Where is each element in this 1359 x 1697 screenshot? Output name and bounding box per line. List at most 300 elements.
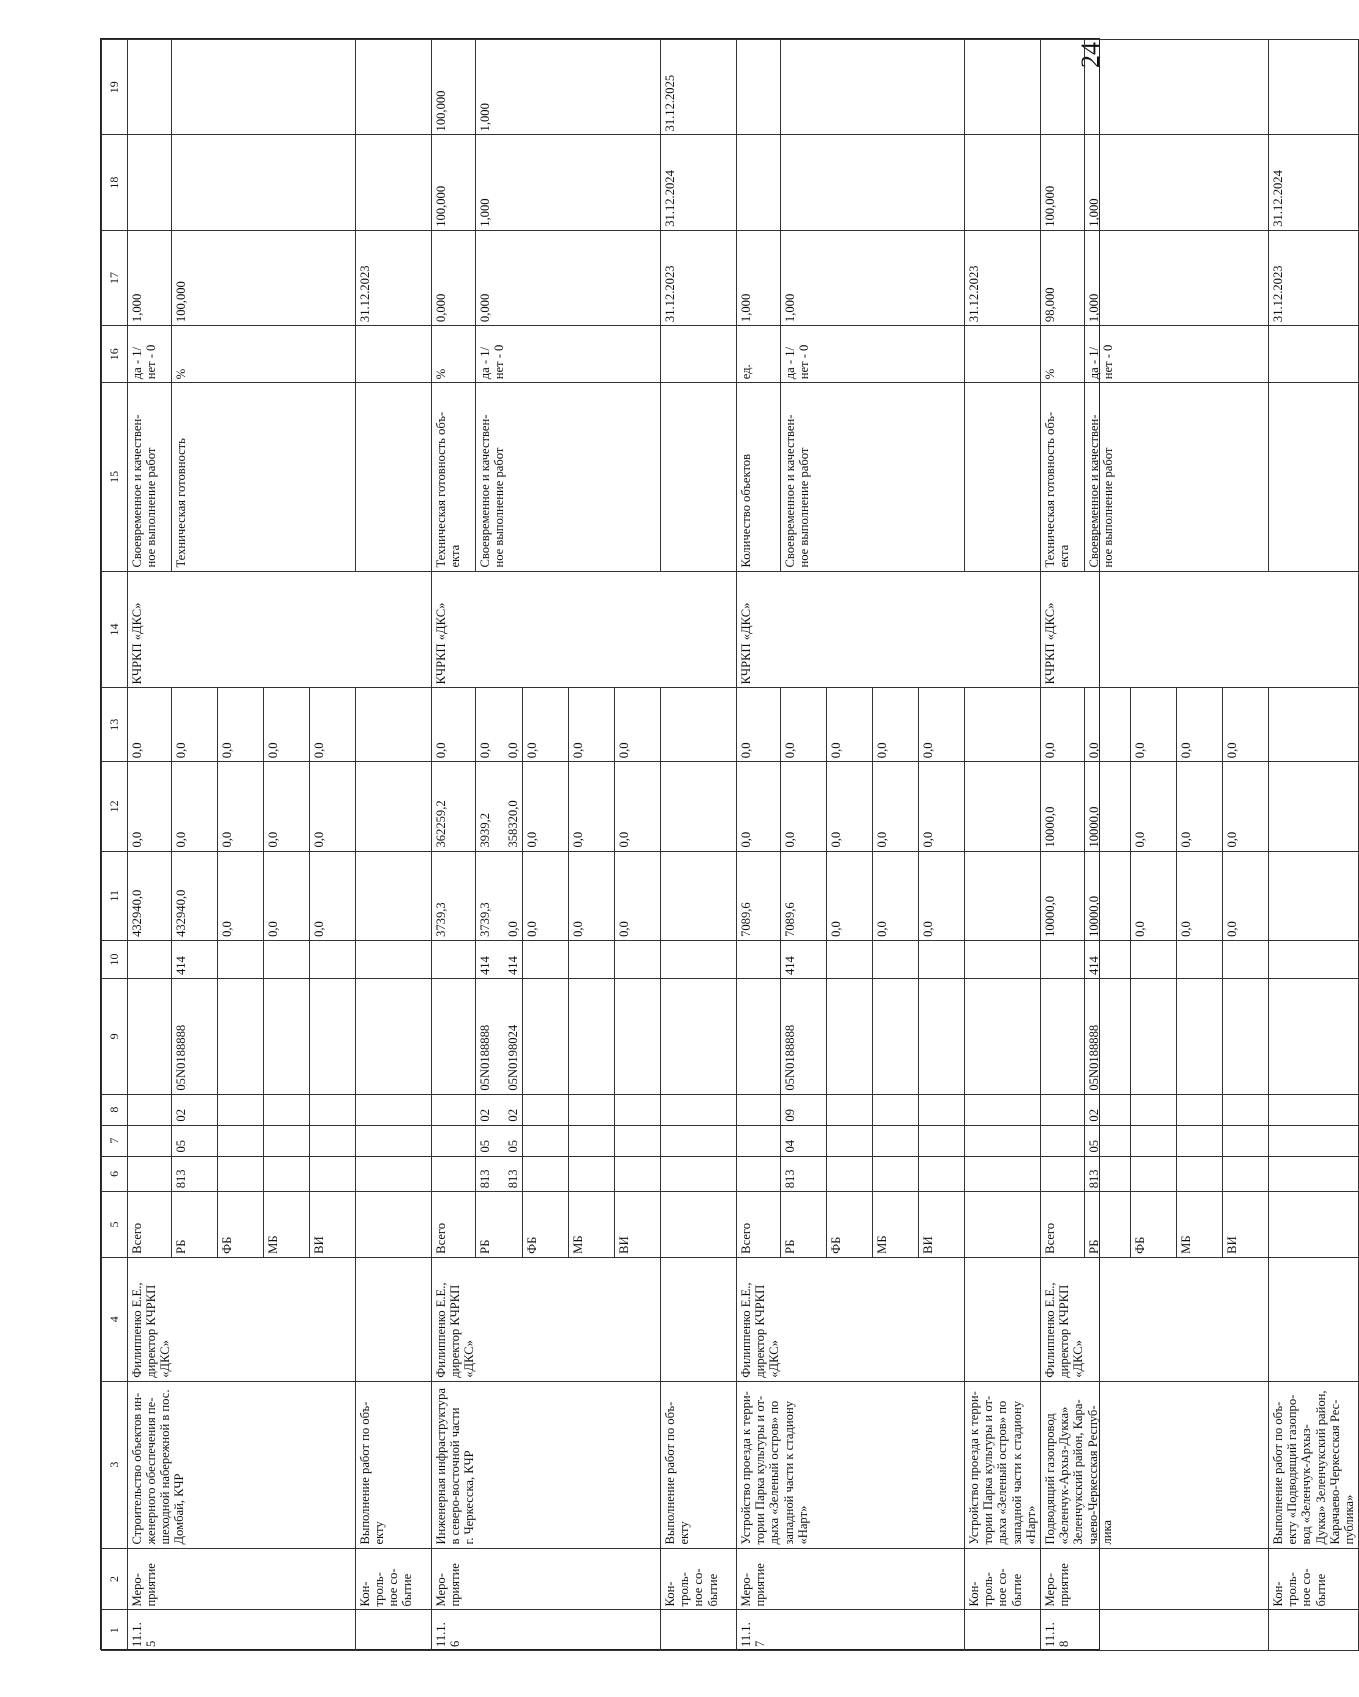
table-cell: Своевременное и качествен- ное выполнение работ [1085,383,1269,571]
table-cell: 0,0 [569,688,615,762]
table-cell [523,1094,569,1125]
table-cell [310,979,356,1095]
table-cell: РБ [476,1192,523,1258]
table-cell: 0,0 [172,688,218,762]
table-cell: 3739,3 0,0 [476,851,523,940]
table-cell [569,1094,615,1125]
table-cell [615,979,661,1095]
table-cell: 0,0 [569,851,615,940]
table-cell [1041,40,1085,135]
table-cell: 10000,0 [1041,851,1085,940]
table-cell: Техническая готовность объ- екта [1041,383,1085,571]
table-cell: 0,0 [737,762,781,851]
table-cell: 0,0 [1177,688,1223,762]
table-cell: 0,0 [1041,688,1085,762]
document-sheet [100,38,1356,1650]
program-table [101,39,1359,1651]
table-cell: да - 1/ нет - 0 [476,326,661,383]
table-cell: 414 414 [476,940,523,978]
table-cell: 11.1. 7 [737,1610,965,1651]
table-cell [356,1094,432,1125]
table-cell [1131,1125,1177,1156]
table-cell [827,1094,873,1125]
table-cell: 0,0 [218,762,264,851]
column-number: 11 [102,851,128,940]
table-cell [781,135,965,230]
table-cell: Филиппенко Е.Е., директор КЧРКП «ДКС» [1041,1257,1269,1381]
table-cell [737,135,781,230]
column-number: 14 [102,571,128,688]
table-cell [965,326,1041,383]
table-cell: Выполнение работ по объ- екту [356,1381,432,1548]
column-number: 10 [102,940,128,978]
table-cell: 0,0 [128,688,172,762]
table-row [1041,40,1085,1651]
table-cell: РБ [172,1192,218,1258]
table-cell [523,1125,569,1156]
table-cell [523,940,569,978]
column-number: 5 [102,1192,128,1258]
table-cell: % [172,326,356,383]
table-cell [1085,40,1269,135]
table-cell: 100,000 [172,230,356,325]
table-cell: 10000,0 [1085,762,1131,851]
table-cell: 05 [1085,1125,1131,1156]
table-cell [737,1094,781,1125]
table-cell: 05 05 [476,1125,523,1156]
table-cell [356,940,432,978]
table-cell: Меро- приятие [432,1548,661,1610]
table-cell [310,1125,356,1156]
table-cell [1041,1125,1085,1156]
table-cell [661,851,737,940]
table-cell [569,940,615,978]
table-cell [1223,979,1269,1095]
table-cell: 0,0 [615,688,661,762]
table-cell [873,1094,919,1125]
table-cell: Кон- троль- ное со- бытие [661,1548,737,1610]
table-cell [1177,1125,1223,1156]
table-cell: 0,0 [264,851,310,940]
table-cell [356,1156,432,1192]
table-cell [1041,979,1085,1095]
table-cell: 0,000 [476,230,661,325]
table-cell [128,1125,172,1156]
table-cell: 0,0 [1177,851,1223,940]
table-cell: 0,0 [310,851,356,940]
table-cell: 0,0 [873,688,919,762]
table-cell: РБ [1085,1192,1131,1258]
table-cell [569,979,615,1095]
table-cell: 362259,2 [432,762,476,851]
table-cell: 0,0 [781,688,827,762]
column-number: 16 [102,326,128,383]
table-cell [1269,979,1359,1095]
table-row [1269,40,1359,1651]
table-cell [432,1156,476,1192]
table-cell: ВИ [310,1192,356,1258]
table-cell: 0,0 [873,851,919,940]
column-number: 2 [102,1548,128,1610]
table-cell [965,688,1041,762]
table-cell [356,383,432,571]
table-cell: 10000,0 [1085,851,1131,940]
table-row [965,40,1041,1651]
table-cell: 414 [781,940,827,978]
table-cell: 414 [1085,940,1131,978]
header-row [102,40,128,1651]
table-cell [432,1094,476,1125]
table-cell: 05N0188888 [172,979,218,1095]
table-cell [661,1610,737,1651]
table-cell: 31.12.2023 [661,230,737,325]
table-cell: 1,000 [476,135,661,230]
column-number: 9 [102,979,128,1095]
table-cell: Филиппенко Е.Е., директор КЧРКП «ДКС» [432,1257,661,1381]
table-cell [356,762,432,851]
table-cell [965,383,1041,571]
table-cell: КЧРКП «ДКС» [432,571,737,688]
table-cell [128,1156,172,1192]
table-cell [264,1156,310,1192]
table-cell: 31.12.2024 [661,135,737,230]
table-cell [264,1125,310,1156]
table-cell: Кон- троль- ное со- бытие [1269,1548,1359,1610]
column-number: 13 [102,688,128,762]
table-cell [1041,1156,1085,1192]
table-cell: Всего [432,1192,476,1258]
table-cell: Устройство проезда к терри- тории Парка культуры и от- дыха «Зеленый остров» по западной части к стадиону «Нарт» [965,1381,1041,1548]
table-cell [264,1094,310,1125]
table-cell: да - 1/ нет - 0 [781,326,965,383]
table-cell [264,940,310,978]
table-cell: 11.1. 5 [128,1610,356,1651]
table-cell: 1,000 [476,40,661,135]
table-cell: ВИ [1223,1192,1269,1258]
table-cell [965,1610,1041,1651]
table-cell [661,383,737,571]
table-cell [310,1094,356,1125]
table-cell [128,1094,172,1125]
table-row [737,40,781,1651]
table-cell [218,1156,264,1192]
table-cell: 05N0188888 [781,979,827,1095]
table-cell: 05N0188888 [1085,979,1131,1095]
table-cell: 414 [172,940,218,978]
table-cell: 10000,0 [1041,762,1085,851]
table-cell: МБ [569,1192,615,1258]
table-cell: 31.12.2024 [1269,135,1359,230]
table-cell [737,40,781,135]
table-cell: ФБ [1131,1192,1177,1258]
table-cell [1131,940,1177,978]
column-number: 18 [102,135,128,230]
table-cell: 100,000 [1041,135,1085,230]
column-number: 7 [102,1125,128,1156]
table-cell: % [1041,326,1085,383]
table-cell: 0,0 [432,688,476,762]
table-cell [128,940,172,978]
table-cell [1269,383,1359,571]
table-cell: 1,000 [737,230,781,325]
table-cell: ВИ [615,1192,661,1258]
table-row [661,40,737,1651]
table-cell [218,1125,264,1156]
table-cell [781,40,965,135]
table-cell [737,1156,781,1192]
table-cell: 02 [1085,1094,1131,1125]
column-number: 6 [102,1156,128,1192]
column-number: 3 [102,1381,128,1548]
table-cell: 0,0 [1131,762,1177,851]
table-cell: 813 [172,1156,218,1192]
table-cell [523,1156,569,1192]
table-cell: 813 813 [476,1156,523,1192]
table-cell [1223,1125,1269,1156]
table-cell: Филиппенко Е.Е., директор КЧРКП «ДКС» [737,1257,965,1381]
table-cell: Выполнение работ по объ- екту [661,1381,737,1548]
table-cell: Техническая готовность объ- екта [432,383,476,571]
table-cell [1269,1156,1359,1192]
table-cell [965,851,1041,940]
table-cell: МБ [873,1192,919,1258]
table-cell [1041,940,1085,978]
column-number: 19 [102,40,128,135]
table-cell [827,1125,873,1156]
table-cell [1269,1192,1359,1258]
table-cell: 04 [781,1125,827,1156]
table-cell [356,979,432,1095]
table-cell [356,1125,432,1156]
table-cell: 0,0 [827,688,873,762]
table-cell [737,940,781,978]
table-cell [1269,851,1359,940]
table-cell [1269,762,1359,851]
table-cell [356,688,432,762]
table-cell [919,1156,965,1192]
table-cell: 0,0 [1223,762,1269,851]
table-cell: КЧРКП «ДКС» [1041,571,1359,688]
column-number: 4 [102,1257,128,1381]
table-cell [827,940,873,978]
table-cell [965,979,1041,1095]
table-cell: ед. [737,326,781,383]
table-cell [172,135,356,230]
table-cell: 7089,6 [781,851,827,940]
table-cell [1269,326,1359,383]
table-cell: 0,0 [523,688,569,762]
table-cell: 0,0 [827,762,873,851]
table-cell [661,1094,737,1125]
table-cell: 3739,3 [432,851,476,940]
table-cell [1269,940,1359,978]
table-row [356,40,432,1651]
table-cell [661,762,737,851]
table-cell [1177,1094,1223,1125]
table-cell [615,1156,661,1192]
table-cell: 0,0 [1223,688,1269,762]
table-cell [1223,1156,1269,1192]
table-cell [965,1257,1041,1381]
table-cell: 0,0 [919,851,965,940]
table-cell: Кон- троль- ное со- бытие [356,1548,432,1610]
table-cell [737,1125,781,1156]
table-cell [1131,1094,1177,1125]
table-cell [1177,1156,1223,1192]
table-cell: 0,0 [1177,762,1223,851]
table-cell [1223,1094,1269,1125]
table-cell [827,979,873,1095]
table-cell [356,326,432,383]
table-cell [432,979,476,1095]
table-cell: Всего [737,1192,781,1258]
table-cell [965,1125,1041,1156]
table-cell: 0,0 [827,851,873,940]
table-cell: 0,0 [615,851,661,940]
table-cell [1177,979,1223,1095]
table-cell: 1,000 [781,230,965,325]
table-cell: 0,0 [1131,851,1177,940]
table-cell [1269,1257,1359,1381]
column-number: 8 [102,1094,128,1125]
table-cell [218,979,264,1095]
table-cell: Филиппенко Е.Е., директор КЧРКП «ДКС» [128,1257,356,1381]
table-cell: 0,0 [128,762,172,851]
table-cell: 1,000 [1085,135,1269,230]
table-cell [569,1125,615,1156]
column-number: 12 [102,762,128,851]
table-cell [1041,1094,1085,1125]
table-cell [1269,1125,1359,1156]
table-cell [615,940,661,978]
table-cell [569,1156,615,1192]
table-cell [919,940,965,978]
table-cell: 1,000 [1085,230,1269,325]
table-cell [737,979,781,1095]
table-cell [310,1156,356,1192]
table-cell: РБ [781,1192,827,1258]
table-cell: 31.12.2023 [1269,230,1359,325]
table-cell: Всего [1041,1192,1085,1258]
table-cell [661,1257,737,1381]
table-cell: 0,0 [1131,688,1177,762]
table-cell: Количество объектов [737,383,781,571]
page-number: 24 [1076,42,1105,68]
table-cell: 0,0 [919,688,965,762]
table-cell [661,688,737,762]
table-cell: 0,0 [737,688,781,762]
table-cell: 98,000 [1041,230,1085,325]
table-cell: МБ [264,1192,310,1258]
table-body [102,40,1359,1651]
table-cell: 100,000 [432,40,476,135]
table-cell: % [432,326,476,383]
table-cell: 813 [781,1156,827,1192]
table-cell [1177,940,1223,978]
table-cell [873,979,919,1095]
table-cell [965,1156,1041,1192]
table-cell: 05N0188888 05N0198024 [476,979,523,1095]
table-cell [1131,1156,1177,1192]
table-cell: 0,0 [264,688,310,762]
column-number: 15 [102,383,128,571]
table-cell [661,1156,737,1192]
table-cell: Строительство объектов ин- женерного обеспечения пе- шеходной набережной в пос. Домбай, КЧР [128,1381,356,1548]
table-cell [615,1094,661,1125]
table-cell: 0,0 [781,762,827,851]
table-cell: 0,0 [873,762,919,851]
table-cell [919,1094,965,1125]
table-cell [1131,979,1177,1095]
table-cell: ФБ [523,1192,569,1258]
table-cell: 0,0 [310,762,356,851]
table-cell [661,326,737,383]
table-cell: 0,0 [569,762,615,851]
table-cell: 0,0 [264,762,310,851]
table-cell [827,1156,873,1192]
table-cell [523,979,569,1095]
table-cell [873,940,919,978]
table-cell [432,1125,476,1156]
table-cell [919,979,965,1095]
table-cell [965,1192,1041,1258]
table-cell [356,1192,432,1258]
table-cell: Своевременное и качествен- ное выполнение работ [476,383,661,571]
table-cell [172,40,356,135]
table-cell: Меро- приятие [1041,1548,1269,1610]
table-cell [356,135,432,230]
table-cell: 0,0 [919,762,965,851]
table-cell [873,1156,919,1192]
table-cell: 11.1. 8 [1041,1610,1269,1651]
table-cell: 02 [172,1094,218,1125]
table-cell [310,940,356,978]
table-cell: Выполнение работ по объ- екту «Подводящий газопро- вод «Зеленчук-Архыз- Дукка» Зеленчукский район, Карачаево-Черкесская Рес- публика» [1269,1381,1359,1548]
table-cell [356,40,432,135]
table-cell [965,940,1041,978]
column-number: 17 [102,230,128,325]
table-cell: 0,0 [218,851,264,940]
table-cell: Своевременное и качествен- ное выполнение работ [781,383,965,571]
table-cell: Всего [128,1192,172,1258]
table-cell: 31.12.2025 [661,40,737,135]
table-row [432,40,476,1651]
table-cell [1269,1094,1359,1125]
table-cell [264,979,310,1095]
table-cell: МБ [1177,1192,1223,1258]
table-cell [356,851,432,940]
table-cell: Подводящий газопровод «Зеленчук-Архыз-Дукка» Зеленчукский район, Кара- чаево-Черкесская Респуб- лика [1041,1381,1269,1548]
table-cell: 31.12.2023 [965,230,1041,325]
table-cell [432,940,476,978]
table-cell: 0,000 [432,230,476,325]
table-row [128,40,172,1651]
table-cell: ВИ [919,1192,965,1258]
table-cell: Своевременное и качествен- ное выполнение работ [128,383,172,571]
column-number: 1 [102,1610,128,1651]
table-cell: Кон- троль- ное со- бытие [965,1548,1041,1610]
table-cell [128,135,172,230]
table-cell: Инженерная инфраструктура в северо-восточной части г. Черкесска, КЧР [432,1381,661,1548]
table-cell: Устройство проезда к терри- тории Парка культуры и от- дыха «Зеленый остров» по западной части к стадиону «Нарт» [737,1381,965,1548]
table-cell: 0,0 0,0 [476,688,523,762]
table-cell [965,40,1041,135]
table-cell [661,940,737,978]
table-cell: 813 [1085,1156,1131,1192]
table-cell: 05 [172,1125,218,1156]
table-cell: 0,0 [1085,688,1131,762]
table-cell: 432940,0 [128,851,172,940]
